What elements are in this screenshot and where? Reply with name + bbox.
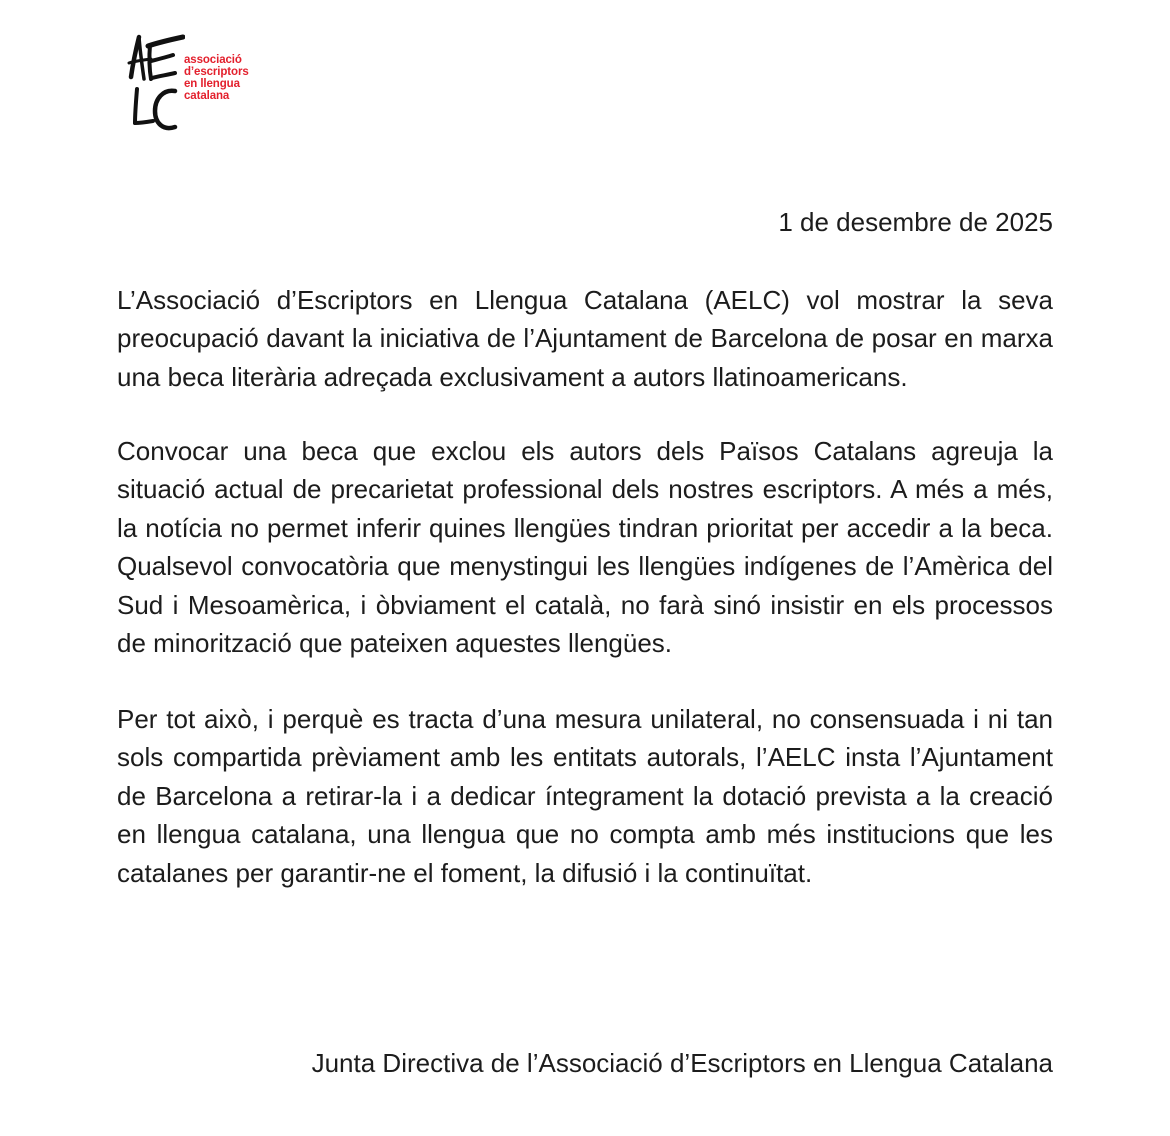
logo-line-3: en llengua xyxy=(184,78,240,90)
logo-line-2: d’escriptors xyxy=(184,66,249,78)
logo-line-1: associació xyxy=(184,54,242,66)
aelc-monogram-mark xyxy=(127,33,185,133)
letter-date: 1 de desembre de 2025 xyxy=(778,207,1053,237)
paragraph-1: L’Associació d’Escriptors en Llengua Catalana (AELC) vol mostrar la seva preocupació davant la iniciativa de l’Ajuntament de Barcelona de posar en marxa una beca literària adreçada exclusivament a autors llatinoamericans. xyxy=(117,285,1053,392)
aelc-logo xyxy=(127,33,287,133)
paragraph-3: Per tot això, i perquè es tracta d’una mesura unilateral, no consensuada i ni tan sols compartida prèviament amb les entitats autorals, l’AELC insta l’Ajuntament de Barcelona a retirar-la i a dedicar íntegrament la dotació prevista a la creació en llengua catalana, una llengua que no compta amb més institucions que les catalanes per garantir-ne el foment, la difusió i la continuïtat. xyxy=(117,704,1053,888)
letter-signature: Junta Directiva de l’Associació d’Escriptors en Llengua Catalana xyxy=(311,1048,1053,1078)
paragraph-2: Convocar una beca que exclou els autors dels Països Catalans agreuja la situació actual de precarietat professional dels nostres escriptors. A més a més, la notícia no permet inferir quines llengües tindran prioritat per accedir a la beca. Qualsevol convocatòria que menystingui les llengües indígenes de l’Amèrica del Sud i Mesoamèrica, i òbviament el català, no farà sinó insistir en els processos de minorització que pateixen aquestes llengües. xyxy=(117,436,1053,659)
aelc-wordmark xyxy=(184,54,249,102)
logo-line-4: catalana xyxy=(184,90,230,102)
